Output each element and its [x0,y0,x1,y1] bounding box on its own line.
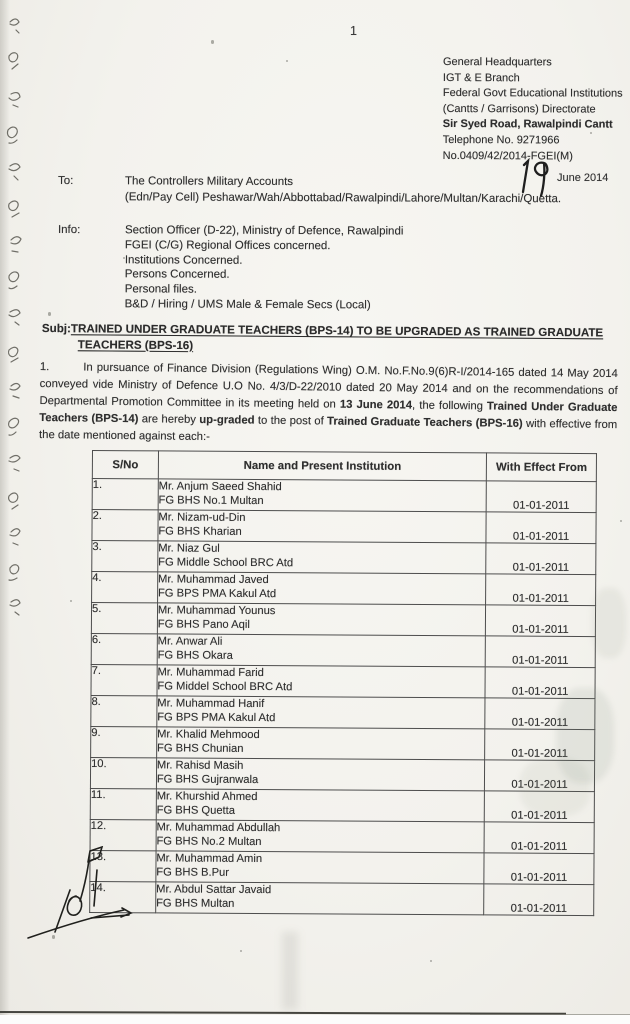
cell-with-effect-from: 01-01-2011 [486,481,596,513]
table-row [90,881,594,915]
teacher-name: Mr. Anjum Saeed Shahid [158,480,282,494]
table-row [92,510,596,544]
table-row [91,633,595,667]
table-row [91,695,595,729]
teacher-institution: FG BHS Pano Aqil [157,618,250,632]
table-row [92,541,596,575]
scan-speck [590,132,592,134]
table-row [90,819,594,853]
cell-with-effect-from: 01-01-2011 [485,698,595,730]
info-line: FGEI (C/G) Regional Offices concerned. [124,239,331,252]
teacher-name: Mr. Abdul Sattar Javaid [156,883,272,897]
teacher-institution: FG BHS B.Pur [156,866,230,880]
cell-with-effect-from: 01-01-2011 [486,512,596,544]
scan-speck [52,935,55,939]
cell-with-effect-from: 01-01-2011 [485,760,595,792]
page-number: 1 [350,24,357,38]
table-row [90,850,594,884]
table-header [92,451,596,482]
paragraph-segment-bold: up-graded [199,413,255,427]
letterhead-line: IGT & E Branch [442,71,520,84]
letterhead-reference-number: No.0409/42/2014-FGEI(M) [442,149,573,163]
letterhead-telephone-line: Telephone No. 9271966 [442,133,560,147]
table-row [90,757,594,791]
paragraph-segment: are hereby [138,413,200,426]
info-line: B&D / Hiring / UMS Male & Female Secs (Local) [124,298,371,312]
teacher-name: Mr. Muhammad Amin [156,852,263,866]
teacher-name: Mr. Muhammad Javed [158,573,269,587]
teacher-name: Mr. Muhammad Younus [157,604,276,618]
info-block [58,223,598,314]
teacher-name: Mr. Rahisd Masih [156,759,244,772]
cell-serial-number: 4. [92,572,158,603]
teacher-institution: FG BPS PMA Kakul Atd [157,587,277,601]
teacher-name: Mr. Khalid Mehmood [157,728,260,742]
bleed-through-artifact [592,588,626,658]
cell-name-institution [156,758,485,791]
cell-with-effect-from: 01-01-2011 [484,853,594,885]
info-line: Institutions Concerned. [124,253,243,267]
paragraph-segment: In pursuance of Finance Division (Regulations Wing) O.M. No.F.No.9(6)R-I/2014-165 dated 14 May 2014 conveyed vide Ministry of Defence U.O No. 4/3/D-22/2010 dated 20 May 2014 and on the recommendations of Departmental Promotion Committee in its meeting held on [39,361,618,411]
teacher-name: Mr. Muhammad Abdullah [156,821,281,835]
cell-serial-number: 6. [91,633,157,664]
cell-with-effect-from: 01-01-2011 [485,636,595,668]
teacher-institution: FG Middel School BRC Atd [157,680,293,694]
letterhead [443,55,630,165]
paragraph-segment: with effective from the date mentioned against each:- [38,417,618,444]
letterhead-line: Federal Govt Educational Institutions [442,87,623,100]
teacher-institution: FG BHS Gujranwala [156,773,259,787]
cell-serial-number: 5. [91,603,157,634]
cell-name-institution [157,572,486,605]
paragraph-segment-bold: 13 June 2014 [339,398,413,412]
cell-serial-number: 13. [90,850,156,881]
teacher-name: Mr. Muhammad Hanif [157,697,265,711]
letterhead-line: (Cantts / Garrisons) Directorate [442,102,596,116]
to-line: The Controllers Military Accounts [124,175,294,189]
handwritten-signature [12,846,152,950]
cell-name-institution [156,727,485,760]
cell-name-institution [156,820,485,853]
cell-serial-number: 11. [90,788,156,819]
scan-speck [430,960,432,962]
subject-text: TRAINED UNDER GRADUATE TEACHERS (BPS-14) TO BE UPGRADED AS TRAINED GRADUATE TEACHERS (BPS-16) [70,322,604,352]
cell-serial-number: 7. [91,664,157,695]
scan-speck [123,257,125,259]
cell-name-institution [158,510,487,543]
scanner-background [0,1015,630,1024]
subject-block [42,321,607,356]
cell-name-institution [157,634,486,667]
teacher-name: Mr. Niaz Gul [158,542,220,555]
letterhead-address-line: Sir Syed Road, Rawalpindi Cantt [442,118,613,131]
header-name-institution: Name and Present Institution [158,451,487,481]
paragraph-segment-bold: Trained Graduate Teachers (BPS-16) [327,415,523,430]
to-label: To: [57,174,74,188]
table-row [91,726,595,760]
teacher-name: Mr. Anwar Ali [157,635,223,648]
cell-with-effect-from: 01-01-2011 [486,605,596,637]
table-row [91,603,595,637]
paragraph-segment-bold: Trained Under Graduate Teachers (BPS-14) [39,400,618,426]
paragraph-segment: , the following [411,399,488,413]
teacher-institution: FG BHS Chunian [156,742,244,756]
cell-with-effect-from: 01-01-2011 [486,543,596,575]
table-body [90,479,597,916]
cell-with-effect-from: 01-01-2011 [484,791,594,823]
cell-name-institution [156,851,485,884]
teacher-institution: FG BHS Kharian [158,525,242,539]
cell-name-institution [157,603,486,636]
info-label: Info: [57,223,81,237]
subject-label: Subj: [41,321,71,336]
scan-speck [620,520,622,522]
bleed-through-artifact [520,758,590,816]
letterhead-line: General Headquarters [442,55,552,69]
teacher-institution: FG BHS Okara [157,649,233,663]
cell-serial-number: 10. [90,757,156,788]
info-line: Persons Concerned. [124,268,230,282]
cell-name-institution [158,541,487,574]
cell-with-effect-from: 01-01-2011 [484,822,594,854]
teacher-institution: FG BHS No.1 Multan [158,494,264,508]
scan-speck [286,60,288,62]
scan-speck [240,950,242,952]
cell-with-effect-from: 01-01-2011 [486,574,596,606]
cell-serial-number: 9. [91,726,157,757]
teacher-institution: FG Middle School BRC Atd [158,556,294,570]
teacher-institution: FG BHS No.2 Multan [156,835,262,849]
scan-speck [48,312,51,316]
teachers-upgrade-table [89,450,597,916]
teacher-institution: FG BHS Quetta [156,804,236,818]
teacher-name: Mr. Muhammad Farid [157,666,264,680]
body-paragraph [39,359,618,451]
cell-serial-number: 3. [92,541,158,572]
scan-smudge [282,932,298,1010]
paragraph-segment: to the post of [254,414,328,428]
teacher-name: Mr. Khurshid Ahmed [156,790,258,804]
cell-name-institution [156,882,485,915]
cell-name-institution [156,789,485,822]
info-line: Section Officer (D-22), Ministry of Defence, Rawalpindi [124,224,404,238]
cell-with-effect-from: 01-01-2011 [485,729,595,761]
scan-speck [211,40,214,44]
info-line: Personal files. [124,283,197,296]
cell-name-institution [158,479,487,512]
header-sno: S/No [92,451,158,479]
info-lines [125,223,598,314]
margin-handwriting-marks [1,8,27,620]
cell-serial-number: 8. [91,695,157,726]
table-row [90,788,594,822]
header-with-effect-from: With Effect From [487,453,597,482]
date-printed: June 2014 [557,172,609,184]
to-line: (Edn/Pay Cell) Peshawar/Wah/Abbottabad/Rawalpindi/Lahore/Multan/Karachi/Quetta. [124,191,562,206]
to-lines [125,173,598,207]
scan-speck [70,600,72,602]
teacher-name: Mr. Nizam-ud-Din [158,511,246,524]
cell-serial-number: 2. [92,510,158,541]
paragraph-number: 1. [39,360,50,374]
teacher-institution: FG BPS PMA Kakul Atd [157,711,276,725]
teacher-institution: FG BHS Multan [156,897,235,911]
table-row [92,572,596,606]
table-row [92,479,596,513]
cell-serial-number: 12. [90,819,156,850]
cell-name-institution [157,665,486,698]
cell-serial-number: 14. [90,881,156,912]
to-block [58,173,598,207]
cell-serial-number: 1. [92,479,158,510]
cell-with-effect-from: 01-01-2011 [484,884,594,916]
cell-name-institution [157,696,486,729]
table-row [91,664,595,698]
cell-with-effect-from: 01-01-2011 [485,667,595,699]
